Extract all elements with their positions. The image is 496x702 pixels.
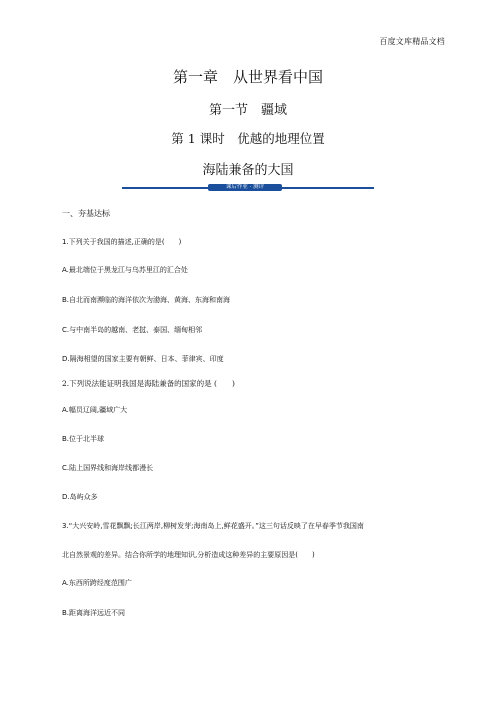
question-3-option-a: A.东西所跨经度范围广	[62, 579, 132, 587]
question-3-option-b: B.距离海洋远近不同	[62, 609, 126, 617]
question-2-option-a: A.幅员辽阔,疆域广大	[62, 406, 128, 414]
question-1-option-a: A.最北端位于黑龙江与乌苏里江的汇合处	[62, 266, 188, 274]
question-2-option-b: B.位于北半球	[62, 435, 105, 443]
question-1-option-b: B.自北而南濒临的海洋依次为渤海、黄海、东海和南海	[62, 296, 231, 304]
chapter-title: 第一章 从世界看中国	[172, 68, 323, 86]
watermark-text: 百度文库精品文档	[379, 37, 445, 46]
lesson-subtitle: 海陆兼备的大国	[202, 163, 294, 178]
question-1-stem: 1.下列关于我国的描述,正确的是( )	[62, 238, 182, 246]
banner-rule-left	[122, 187, 208, 189]
question-2-stem: 2.下列说法能证明我国是海陆兼备的国家的是 ( )	[62, 379, 235, 388]
question-1-option-d: D.隔海相望的国家主要有朝鲜、日本、菲律宾、印度	[62, 355, 224, 363]
question-3-stem-line-2: 北自然景观的差异。结合你所学的地理知识,分析造成这种差异的主要原因是( )	[62, 551, 315, 559]
question-1-option-c: C.与中南半岛的越南、老挝、泰国、缅甸相邻	[62, 326, 203, 334]
question-2-option-c: C.陆上国界线和海岸线都漫长	[62, 464, 154, 472]
banner-rule-right	[282, 187, 374, 189]
lesson-title: 第 1 课时 优越的地理位置	[171, 131, 325, 146]
section-heading: 一、夯基达标	[62, 209, 110, 218]
question-2-option-d: D.岛屿众多	[62, 493, 98, 501]
question-3-stem-line-1: 3.“大兴安岭,雪花飘飘;长江两岸,柳树发芽;海南岛上,鲜花盛开。”这三句话反映了在早春季节我国南	[62, 522, 364, 530]
section-title: 第一节 疆域	[208, 103, 287, 118]
homework-banner	[122, 184, 374, 191]
banner-label: 课后作业 · 测评	[208, 184, 282, 191]
